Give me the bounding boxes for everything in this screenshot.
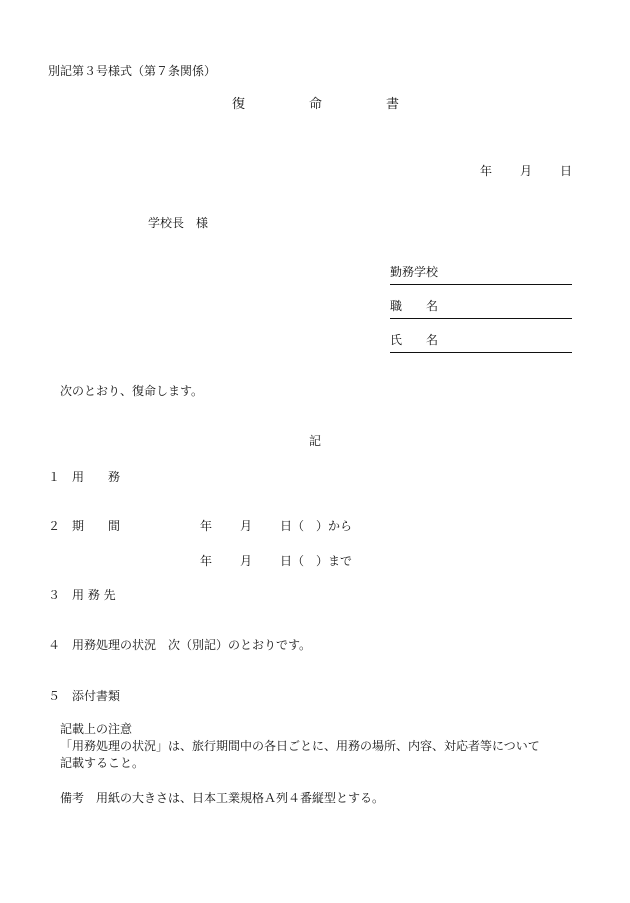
item-number: ４ — [48, 638, 61, 652]
period-from-year: 年 — [200, 519, 213, 533]
notes-line-2: 記載すること。 — [60, 756, 145, 770]
period-to-year: 年 — [200, 554, 213, 568]
item-number: １ — [48, 470, 61, 484]
item-number: ５ — [48, 689, 61, 703]
field-position-label: 職 名 — [390, 299, 439, 313]
intro-text: 次のとおり、復命します。 — [60, 384, 204, 398]
item-1 — [48, 471, 568, 485]
item-label: 用 務 先 — [72, 588, 116, 602]
period-from-month: 月 — [240, 519, 253, 533]
title-char-2: 命 — [309, 97, 323, 112]
period-from-paren-open: （ — [292, 519, 305, 533]
form-label: 別記第３号様式（第７条関係） — [48, 64, 217, 78]
document-title — [0, 98, 630, 114]
item-3 — [48, 589, 568, 603]
period-from-suffix: から — [328, 519, 353, 533]
period-from-day: 日 — [280, 519, 293, 533]
item-label: 用務処理の状況 次（別記）のとおりです。 — [72, 638, 312, 652]
item-number: ３ — [48, 588, 61, 602]
period-to-row — [200, 555, 400, 569]
date-year: 年 — [480, 164, 493, 178]
item-4 — [48, 639, 568, 653]
field-position[interactable] — [390, 300, 572, 319]
period-to-paren-open: （ — [292, 554, 305, 568]
item-number: ２ — [48, 519, 61, 533]
ki-heading: 記 — [309, 434, 322, 448]
field-name-label: 氏 名 — [390, 333, 439, 347]
item-label: 添付書類 — [72, 689, 121, 703]
period-from-row — [200, 520, 400, 534]
date-day: 日 — [560, 164, 573, 178]
field-school[interactable] — [390, 266, 572, 285]
period-to-suffix: まで — [328, 554, 353, 568]
addressee: 学校長 様 — [148, 216, 209, 230]
field-school-label: 勤務学校 — [390, 265, 439, 279]
item-label: 期 間 — [72, 519, 121, 533]
field-name[interactable] — [390, 334, 572, 353]
period-to-day: 日 — [280, 554, 293, 568]
date-month: 月 — [520, 164, 533, 178]
item-label: 用 務 — [72, 470, 121, 484]
period-to-paren-close: ） — [316, 554, 329, 568]
remark-text: 備考 用紙の大きさは、日本工業規格Ａ列４番縦型とする。 — [60, 791, 385, 805]
item-5 — [48, 690, 568, 704]
title-char-1: 復 — [232, 97, 246, 112]
period-to-month: 月 — [240, 554, 253, 568]
title-char-3: 書 — [386, 97, 400, 112]
notes-line-1: 「用務処理の状況」は、旅行期間中の各日ごとに、用務の場所、内容、対応者等について — [60, 739, 540, 753]
period-from-paren-close: ） — [316, 519, 329, 533]
notes-heading: 記載上の注意 — [60, 722, 133, 736]
